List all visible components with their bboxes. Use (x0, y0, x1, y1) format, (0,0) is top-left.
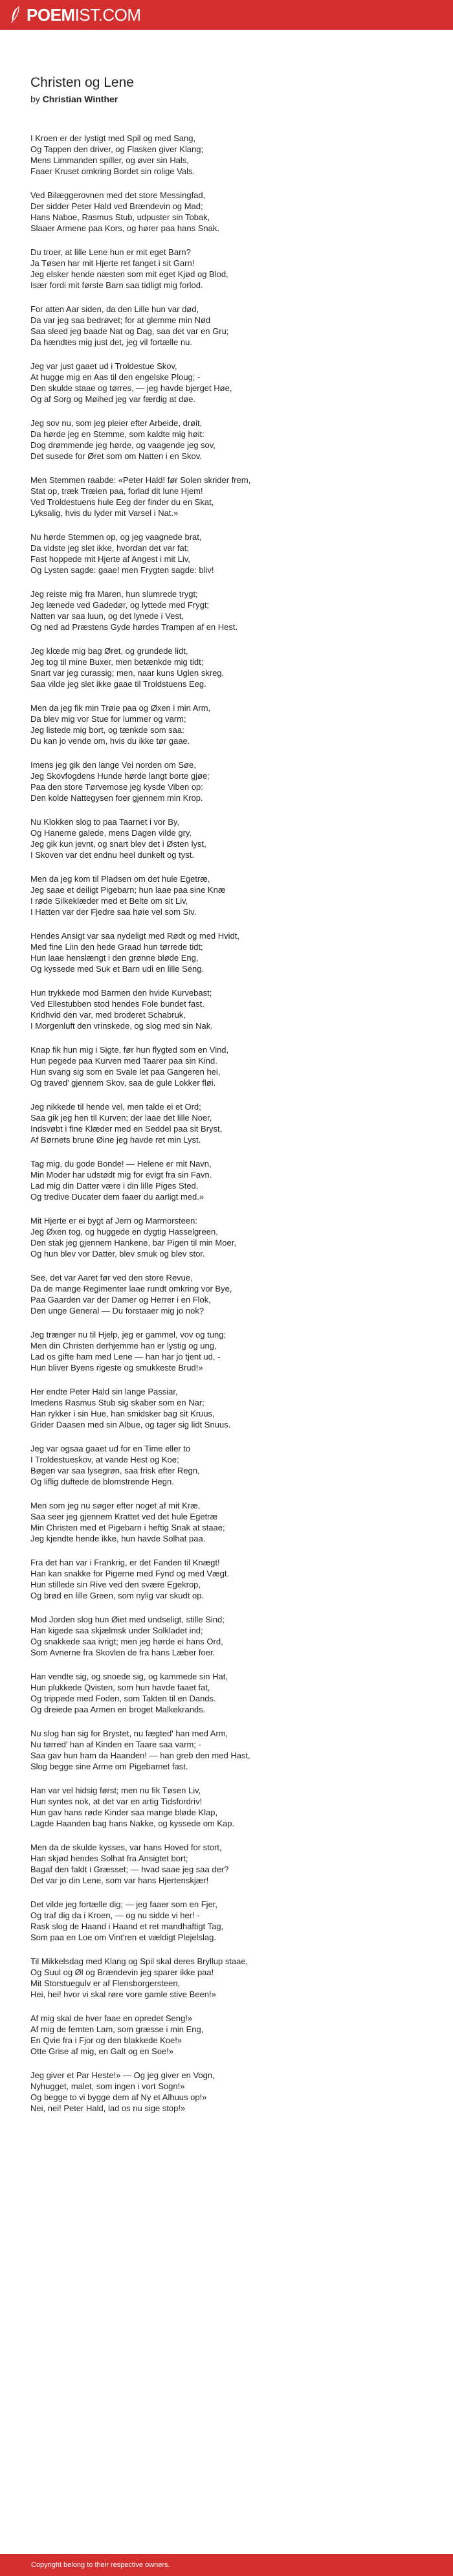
stanza (30, 133, 425, 177)
author-link[interactable]: Christian Winther (42, 94, 118, 104)
poem-line: Mit Storstuegulv er af Flensborgersteen, (30, 1978, 181, 1988)
poem-line: Og Hanerne galede, mens Dagen vilde gry. (30, 828, 192, 838)
poem-line: Og begge to vi bygge dem af Ny et Alhuus op!» (30, 2092, 207, 2102)
poem-line: Knap fik hun mig i Sigte, før hun flygted som en Vind, (30, 1045, 229, 1055)
poem-line: Da de mange Regimenter laae rundt omkring vor Bye, (30, 1284, 232, 1294)
poem-line: See, det var Aaret før ved den store Revue, (30, 1273, 193, 1282)
poem-line: Fra det han var i Frankrig, er det Fanden til Knægt! (30, 1558, 220, 1567)
stanza (30, 816, 425, 860)
poem-line: I Skoven var det endnu heel dunkelt og tyst. (30, 850, 194, 860)
poem-line: Hun bliver Byens rigeste og smukkeste Brud!» (30, 1363, 203, 1372)
stanza (30, 1557, 425, 1601)
stanza (30, 702, 425, 746)
poem-line: Det var jo din Lene, som var hans Hjertenskjær! (30, 1876, 209, 1885)
poem-line: Med fine Liin den hede Graad hun tørrede tidt; (30, 942, 203, 952)
poem-line: Jeg tog til mine Buxer, men betænkde mig tidt; (30, 657, 204, 667)
poem-line: Af Børnets brune Øine jeg havde ret min Lyst. (30, 1135, 201, 1145)
poem-line: Fast hoppede mit Hjerte af Angest i mit Liv, (30, 554, 190, 564)
poem-line: Bagaf den faldt i Græsset; — hvad saae jeg saa der? (30, 1865, 229, 1874)
poem-line: Jeg listede mig bort, og tænkde som saa: (30, 725, 184, 735)
poem-line: Min Christen med et Pigebarn i heftig Snak at staae; (30, 1523, 225, 1532)
poem-line: Den stak jeg gjennem Hankene, bar Pigen til min Moer, (30, 1238, 236, 1248)
poem-line: Jeg lænede ved Gadedør, og lyttede med Frygt; (30, 600, 210, 610)
poem-line: Mit Hjerte er ei bygt af Jern og Marmorsteen: (30, 1216, 197, 1226)
stanza (30, 1614, 425, 1658)
stanza (30, 1842, 425, 1886)
poem-line: Saa seer jeg gjennem Krattet ved det hule Egetræ (30, 1512, 218, 1521)
poem-line: Ja Tøsen har mit Hjerte ret fanget i sit Garn! (30, 258, 195, 268)
poem-line: Hun gav hans røde Kinder saa mange bløde Klap, (30, 1808, 218, 1817)
stanza (30, 190, 425, 234)
stanza (30, 987, 425, 1031)
poem-line: Dog drømmende jeg hørde, og vaagende jeg sov, (30, 440, 215, 450)
poem-line: Som paa en Loe om Vint'ren et vældigt Plejelslag. (30, 1932, 216, 1942)
stanza (30, 1386, 425, 1430)
poem-line: Rask slog de Haand i Haand et ret mandhaftigt Tag, (30, 1921, 224, 1931)
poem-line: Jeg saae et deiligt Pigebarn; hun laae paa sine Knæ (30, 885, 226, 895)
poem-line: Otte Grise af mig, en Galt og en Soe!» (30, 2046, 174, 2056)
poem-line: Nu tørred' han af Kinden en Taare saa varm; - (30, 1740, 201, 1749)
poem-line: Det vilde jeg fortælle dig; — jeg faaer som en Fjer, (30, 1899, 218, 1909)
poem-line: Og af Sorg og Møihed jeg var færdig at døe. (30, 394, 196, 404)
stanza (30, 1671, 425, 1715)
poem-line: Da hørde jeg en Stemme, som kaldte mig høit: (30, 429, 204, 439)
poem-line: Den kolde Nattegysen foer gjennem min Krop. (30, 793, 203, 803)
poem-content (30, 74, 425, 2127)
poem-line: Da var jeg saa bedrøvet; for at glemme min Nød (30, 315, 211, 325)
stanza (30, 588, 425, 633)
poem-line: Og liflig duftede de blomstrende Hegn. (30, 1477, 174, 1486)
poem-line: Og brød en lille Green, som nylig var skudt op. (30, 1591, 204, 1600)
poem-line: Han kan snakke for Pigerne med Fynd og med Vægt. (30, 1569, 230, 1578)
copyright-text: Copyright belong to their respective owners. (31, 2561, 170, 2569)
poem-line: Nu hørde Stemmen op, og jeg vaagnede brat, (30, 532, 202, 542)
poem-line: Og ned ad Præstens Gyde hørdes Trampen af en Hest. (30, 622, 238, 632)
poem-line: Han rykker i sin Hue, han smidsker bag sit Kruus, (30, 1409, 215, 1418)
poem-line: Han skjød hendes Solhat fra Ansigtet bort; (30, 1854, 188, 1863)
poem-line: Natten var saa luun, og det lynede i Vest, (30, 611, 184, 621)
poem-line: Mod Jorden slog hun Øiet med undseligt, stille Sind; (30, 1615, 225, 1624)
stanza (30, 2070, 425, 2114)
poem-line: Og tredive Ducater dem faaer du aarligt med.» (30, 1192, 204, 1202)
poem-line: Nu Klokken slog to paa Taarnet i vor By, (30, 817, 180, 827)
poem-line: Lad mig din Datter være i din lille Piges Sted, (30, 1181, 199, 1191)
poem-line: Tag mig, du gode Bonde! — Helene er mit Navn, (30, 1159, 212, 1169)
poem-line: Jeg var just gaaet ud i Troldestue Skov, (30, 361, 177, 371)
stanza (30, 1044, 425, 1088)
logo-text-light: IST.COM (74, 5, 141, 25)
poem-line: Hun syntes nok, at det var en artig Tidsfordriv! (30, 1797, 203, 1806)
poem-line: Af mig de femten Lam, som græsse i min Eng, (30, 2024, 204, 2034)
poem-line: Da vidste jeg slet ikke, hvordan det var fat; (30, 543, 189, 553)
poem-line: Men da de skulde kysses, var hans Hoved for stort, (30, 1842, 222, 1852)
poem-line: Ved Troldestuens hule Eeg der finder du en Skat, (30, 497, 214, 507)
poem-line: Hun svang sig som en Svale let paa Gangeren hei, (30, 1067, 221, 1077)
stanza (30, 873, 425, 917)
poem-line: Lad os gifte ham med Lene — han har jo tjent ud, - (30, 1352, 221, 1361)
poem-line: Her endte Peter Hald sin lange Passiar, (30, 1387, 178, 1396)
stanza (30, 1215, 425, 1259)
poem-line: Hun stillede sin Rive ved den svære Egekrop, (30, 1580, 201, 1589)
stanza (30, 361, 425, 405)
poem-line: Jeg sov nu, som jeg pleier efter Arbeide, drøit, (30, 418, 203, 428)
poem-line: Men din Christen derhjemme han er lystig og ung, (30, 1341, 217, 1350)
poem-line: At hugge mig en Aas til den engelske Ploug; - (30, 372, 201, 382)
stanza (30, 1956, 425, 2000)
poem-line: Da hændtes mig just det, jeg vil fortælle nu. (30, 337, 193, 347)
stanza (30, 247, 425, 291)
poem-line: Han kigede saa skjælmsk under Solkladet ind; (30, 1626, 203, 1635)
poem-line: Men da jeg kom til Pladsen om det hule Egetræ, (30, 874, 210, 884)
poem-line: I Kroen er der lystigt med Spil og med Sang, (30, 133, 196, 143)
poem-line: Hei, hei! hvor vi skal røre vore gamle stive Been!» (30, 1989, 216, 1999)
poem-line: Som Avnerne fra Skovlen de fra hans Læber foer. (30, 1648, 215, 1657)
poem-line: Og trippede med Foden, som Takten til en Dands. (30, 1694, 216, 1703)
poem-line: Der sidder Peter Hald ved Brændevin og Mad; (30, 201, 203, 211)
poem-line: Og snakkede saa ivrigt; men jeg hørde ei hans Ord, (30, 1637, 223, 1646)
stanza (30, 1728, 425, 1772)
poem-line: Mens Limmanden spiller, og øver sin Hals, (30, 155, 189, 165)
poem-line: Saa gik jeg hen til Kurven; der laae det lille Noer, (30, 1113, 212, 1123)
stanza (30, 1899, 425, 1943)
stanza (30, 1785, 425, 1829)
poem-line: Du troer, at lille Lene hun er mit eget Barn? (30, 247, 191, 257)
poem-line: Jeg elsker hende næsten som mit eget Kjød og Blod, (30, 269, 228, 279)
poem-line: Hendes Ansigt var saa nydeligt med Rødt og med Hvidt, (30, 931, 239, 941)
poem-line: Jeg nikkede til hende vel, men talde ei et Ord; (30, 1102, 201, 1112)
poem-line: I Morgenluft den vrinskede, og slog med sin Nak. (30, 1021, 213, 1031)
poem-line: Og Tappen den driver, og Flasken giver Klang; (30, 144, 204, 154)
poem-line: Lagde Haanden bag hans Nakke, og kyssede om Kap. (30, 1819, 235, 1828)
poem-line: Jeg Skovfogdens Hunde hørde langt borte gjøe; (30, 771, 210, 781)
poem-line: Jeg klœde mig bag Øret, og grundede lidt, (30, 646, 188, 656)
poem-line: Faaer Kruset omkring Bordet sin rolige Vals. (30, 166, 195, 176)
stanza (30, 645, 425, 689)
poem-line: Stat op, træk Træien paa, forlad dit lune Hjem! (30, 486, 203, 496)
poem-line: Hun trykkede mod Barmen den hvide Kurvebast; (30, 988, 212, 998)
poem-line: Jeg var ogsaa gaaet ud for en Time eller to (30, 1444, 191, 1453)
stanza (30, 2013, 425, 2057)
stanza (30, 475, 425, 519)
poem-line: Paa den store Tørvemose jeg kysde Viben op: (30, 782, 203, 792)
poem-line: Slog begge sine Arme om Pigebarnet fast. (30, 1762, 188, 1771)
poem-line: En Qvie fra i Fjor og den blakkede Koe!» (30, 2035, 182, 2045)
poem-line: Men Stemmen raabde: «Peter Hald! før Solen skrider frem, (30, 475, 251, 485)
poem-line: Men som jeg nu søger efter noget af mit Kræ, (30, 1501, 201, 1510)
poem-line: Det susede for Øret som om Natten i en Skov. (30, 451, 202, 461)
poem-title: Christen og Lene (30, 75, 134, 90)
poem-line: Nyhugget, malet, som ingen i vort Sogn!» (30, 2081, 185, 2091)
poem-line: Imedens Rasmus Stub sig skaber som en Nar; (30, 1398, 204, 1407)
poem-line: Hun pegede paa Kurven med Taarer paa sin Kind. (30, 1056, 217, 1066)
poem-line: Af mig skal de hver faae en opredet Seng!» (30, 2013, 193, 2023)
poem-line: Og kyssede med Suk et Barn udi en lille Seng. (30, 964, 204, 974)
poem-line: Min Moder har udstødt mig for evigt fra sin Favn. (30, 1170, 212, 1180)
poem-line: Ved Bilæggerovnen med det store Messingfad, (30, 190, 206, 200)
poem-line: Da blev mig vor Stue for lummer og varm; (30, 714, 186, 724)
poem-line: Slaaer Armene paa Kors, og hører paa hans Snak. (30, 223, 219, 233)
poem-line: Du kan jo vende om, hvis du ikke tør gaae. (30, 736, 190, 746)
poem-body (30, 133, 425, 2114)
stanza (30, 1500, 425, 1544)
quill-icon (10, 6, 21, 24)
poem-line: Saa gav hun ham da Haanden! — han greb den med Hast, (30, 1751, 250, 1760)
poem-line: I Troldestueskov, at vande Hest og Koe; (30, 1455, 179, 1464)
poem-line: Grider Daasen med sin Albue, og tager sig lidt Snuus. (30, 1420, 231, 1429)
poem-line: Imens jeg gik den lange Vei norden om Søe, (30, 760, 196, 770)
stanza (30, 304, 425, 348)
stanza (30, 418, 425, 462)
poem-line: Lyksalig, hvis du lyder mit Varsel i Nat.» (30, 508, 179, 518)
site-logo[interactable] (10, 5, 141, 25)
top-bar (0, 0, 453, 30)
stanza (30, 532, 425, 576)
poem-line: I røde Silkeklæder med et Belte om sit Liv, (30, 896, 188, 906)
poem-line: Ved Ellestubben stod hendes Fole bundet fast. (30, 999, 204, 1009)
poem-line: Og dreiede paa Armen en broget Malkekrands. (30, 1705, 206, 1714)
stanza (30, 1158, 425, 1202)
poem-line: Og hun blev vor Datter, blev smuk og blev stor. (30, 1249, 205, 1259)
poem-line: Til Mikkelsdag med Klang og Spil skal deres Bryllup staae, (30, 1956, 249, 1966)
poem-line: Han vendte sig, og snoede sig, og kammede sin Hat, (30, 1672, 228, 1681)
poem-line: Og Lysten sagde: gaae! men Frygten sagde: bliv! (30, 565, 214, 575)
poem-line: Nu slog han sig for Brystet, nu fægted' han med Arm, (30, 1729, 228, 1738)
footer (0, 2554, 453, 2576)
poem-line: Hans Naboe, Rasmus Stub, udpuster sin Tobak, (30, 212, 210, 222)
stanza (30, 1272, 425, 1316)
poem-line: Den unge General — Du forstaaer mig jo nok? (30, 1306, 204, 1316)
poem-line: Og traved' gjennem Skov, saa de gule Lokker fløi. (30, 1078, 216, 1088)
poem-line: Hun plukkede Qvisten, som hun havde faaet fat, (30, 1683, 210, 1692)
poem-line: Jeg reiste mig fra Maren, hun slumrede trygt; (30, 589, 198, 599)
poem-line: For atten Aar siden, da den Lille hun var død, (30, 304, 199, 314)
stanza (30, 930, 425, 974)
stanza (30, 1101, 425, 1145)
poem-line: I Hatten var der Fjedre saa høie vel som Siv. (30, 907, 197, 917)
stanza (30, 759, 425, 803)
stanza (30, 1443, 425, 1487)
stanza (30, 1329, 425, 1373)
byline-by: by (30, 94, 40, 104)
poem-line: Saa vilde jeg slet ikke gaae til Troldstuens Eeg. (30, 679, 206, 689)
byline (30, 93, 425, 106)
poem-line: Jeg kjendte hende ikke, hun havde Solhat paa. (30, 1534, 206, 1543)
poem-line: Saa sleed jeg baade Nat og Dag, saa det var en Gru; (30, 326, 229, 336)
poem-line: Han var vel hidsig først; men nu fik Tøsen Liv, (30, 1786, 201, 1795)
poem-line: Nei, nei! Peter Hald, lad os nu sige stop!» (30, 2103, 186, 2113)
logo-text-bold: POEM (27, 5, 75, 25)
poem-line: Indsvøbt i fine Klæder med en Seddel paa sit Bryst, (30, 1124, 223, 1134)
poem-line: Jeg gik kun jevnt, og snart blev det i Østen lyst, (30, 839, 206, 849)
poem-line: Snart var jeg curassig; men, naar kuns Uglen skreg, (30, 668, 225, 678)
poem-line: Jeg trænger nu til Hjelp, jeg er gammel, vov og tung; (30, 1330, 226, 1339)
poem-line: Jeg Øxen tog, og huggede en dygtig Hasselgreen, (30, 1227, 218, 1237)
poem-line: Men da jeg fik min Trøie paa og Øxen i min Arm, (30, 703, 211, 713)
poem-line: Kridhvid den var, med broderet Schabruk, (30, 1010, 186, 1020)
poem-line: Jeg giver et Par Heste!» — Og jeg giver en Vogn, (30, 2070, 215, 2080)
poem-line: Og Suul og Øl og Brændevin jeg sparer ikke paa! (30, 1967, 214, 1977)
poem-line: Og traf dig da i Kroen, — og nu sidde vi her! - (30, 1910, 200, 1920)
poem-line: Især fordi mit første Barn saa tidligt mig forlod. (30, 280, 203, 290)
poem-line: Paa Gaarden var der Damer og Herrer i en Flok, (30, 1295, 211, 1305)
poem-line: Bøgen var saa lysegrøn, saa frisk efter Regn, (30, 1466, 200, 1475)
poem-line: Hun laae henslængt i den grønne bløde Eng, (30, 953, 199, 963)
poem-line: Den skulde staae og tørres, — jeg havde bjerget Høe, (30, 383, 232, 393)
